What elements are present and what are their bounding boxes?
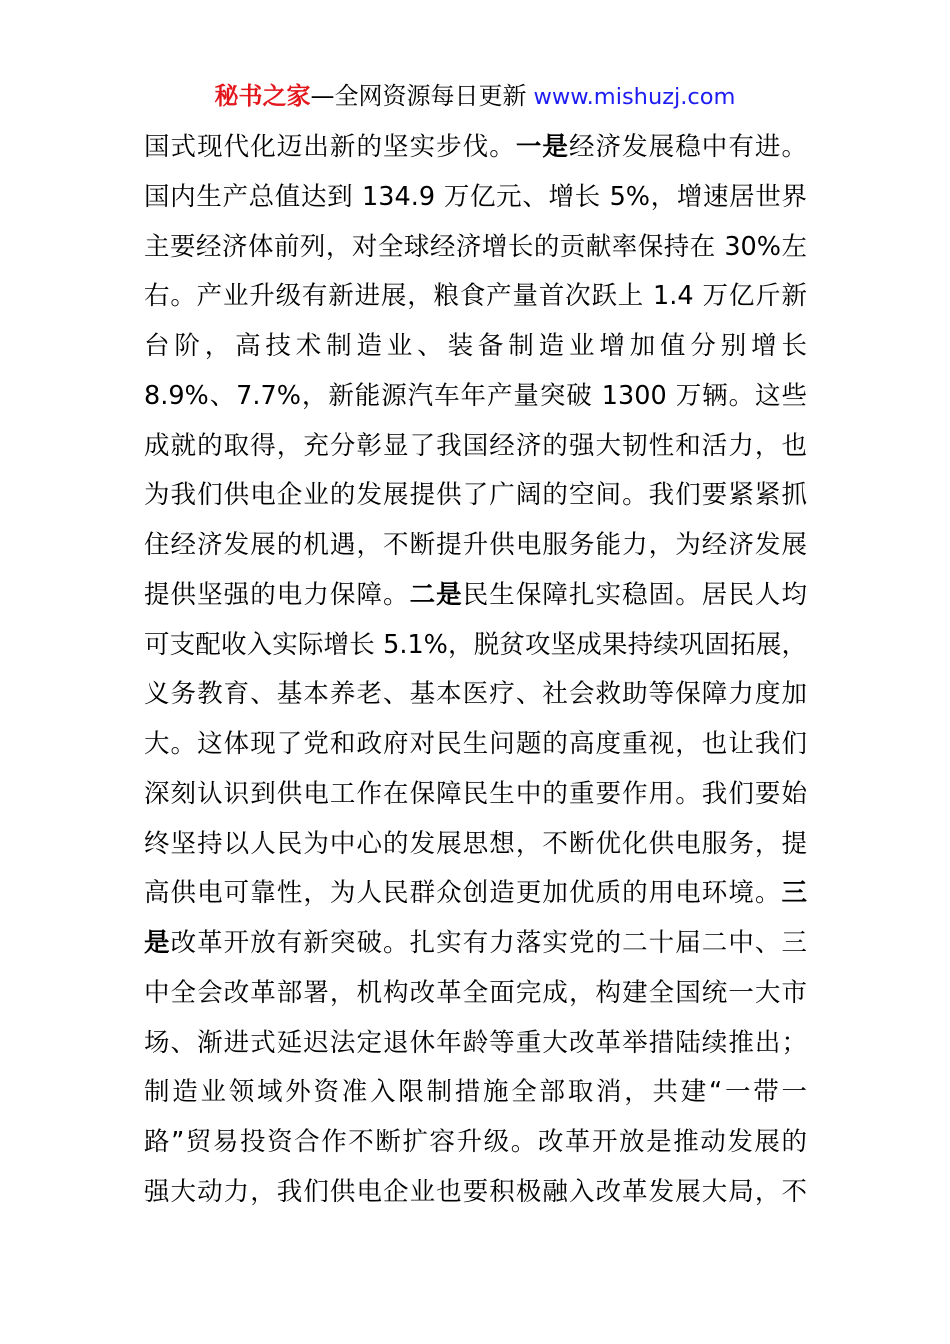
- line-text: 义务教育、基本养老、基本医疗、社会救助等保障力度加: [144, 679, 807, 710]
- text-line: [144, 820, 807, 870]
- text-line: [144, 1019, 807, 1069]
- emphasis-marker: 三: [781, 878, 807, 909]
- text-line: [144, 969, 807, 1019]
- line-text: 成就的取得，充分彰显了我国经济的强大韧性和活力，也: [144, 430, 807, 461]
- text-line: [144, 919, 807, 969]
- line-text: 主要经济体前列，对全球经济增长的贡献率保持在 30%左: [144, 231, 807, 262]
- text-line: [144, 173, 807, 223]
- line-text: 为我们供电企业的发展提供了广阔的空间。我们要紧紧抓: [144, 480, 807, 511]
- line-text: 可支配收入实际增长 5.1%，脱贫攻坚成果持续巩固拓展，: [144, 629, 807, 660]
- text-line: [144, 621, 807, 671]
- header-tagline: —全网资源每日更新: [310, 82, 527, 110]
- document-body: [144, 123, 807, 1218]
- text-line: [144, 272, 807, 322]
- text-line: [144, 223, 807, 273]
- text-line: [144, 521, 807, 571]
- line-text: 高供电可靠性，为人民群众创造更加优质的用电环境。: [144, 878, 782, 909]
- line-text: 右。产业升级有新进展，粮食产量首次跃上 1.4 万亿斤新: [144, 281, 807, 312]
- text-line: [144, 322, 807, 372]
- line-text: 改革开放有新突破。扎实有力落实党的二十届二中、三: [170, 928, 807, 958]
- line-text: 中全会改革部署，机构改革全面完成，构建全国统一大市: [144, 977, 807, 1008]
- line-text: 国内生产总值达到 134.9 万亿元、增长 5%，增速居世界: [144, 181, 807, 212]
- line-text: 台阶，高技术制造业、装备制造业增加值分别增长: [144, 331, 807, 361]
- line-text: 强大动力，我们供电企业也要积极融入改革发展大局，不: [144, 1176, 807, 1207]
- text-line: [144, 1168, 807, 1218]
- line-text: 住经济发展的机遇，不断提升供电服务能力，为经济发展: [144, 530, 807, 560]
- emphasis-marker: 二是: [409, 579, 463, 610]
- text-line: [144, 571, 807, 621]
- brand-name: 秘书之家: [214, 82, 311, 110]
- site-url: www.mishuzj.com: [533, 84, 736, 110]
- line-text: 终坚持以人民为中心的发展思想，不断优化供电服务，提: [144, 828, 807, 859]
- text-line: [144, 1068, 807, 1118]
- emphasis-marker: 一是: [515, 132, 569, 162]
- line-text: 8.9%、7.7%，新能源汽车年产量突破 1300 万辆。这些: [144, 380, 807, 411]
- emphasis-marker: 是: [144, 928, 171, 958]
- site-header: [0, 80, 950, 112]
- line-text: 场、渐进式延迟法定退休年龄等重大改革举措陆续推出；: [144, 1027, 807, 1058]
- line-text: 经济发展稳中有进。: [568, 132, 807, 162]
- text-line: [144, 1118, 807, 1168]
- text-line: [144, 770, 807, 820]
- line-text: 制造业领域外资准入限制措施全部取消，共建“一带一: [144, 1077, 807, 1108]
- line-text: 国式现代化迈出新的坚实步伐。: [144, 132, 516, 162]
- text-line: [144, 869, 807, 919]
- text-line: [144, 422, 807, 472]
- text-line: [144, 720, 807, 770]
- line-text: 路”贸易投资合作不断扩容升级。改革开放是推动发展的: [144, 1127, 807, 1157]
- text-line: [144, 670, 807, 720]
- text-line: [144, 123, 807, 173]
- text-line: [144, 372, 807, 422]
- line-text: 深刻认识到供电工作在保障民生中的重要作用。我们要始: [144, 778, 807, 809]
- line-text: 大。这体现了党和政府对民生问题的高度重视，也让我们: [144, 729, 807, 759]
- line-text: 民生保障扎实稳固。居民人均: [462, 579, 807, 610]
- line-text: 提供坚强的电力保障。: [144, 579, 410, 610]
- text-line: [144, 471, 807, 521]
